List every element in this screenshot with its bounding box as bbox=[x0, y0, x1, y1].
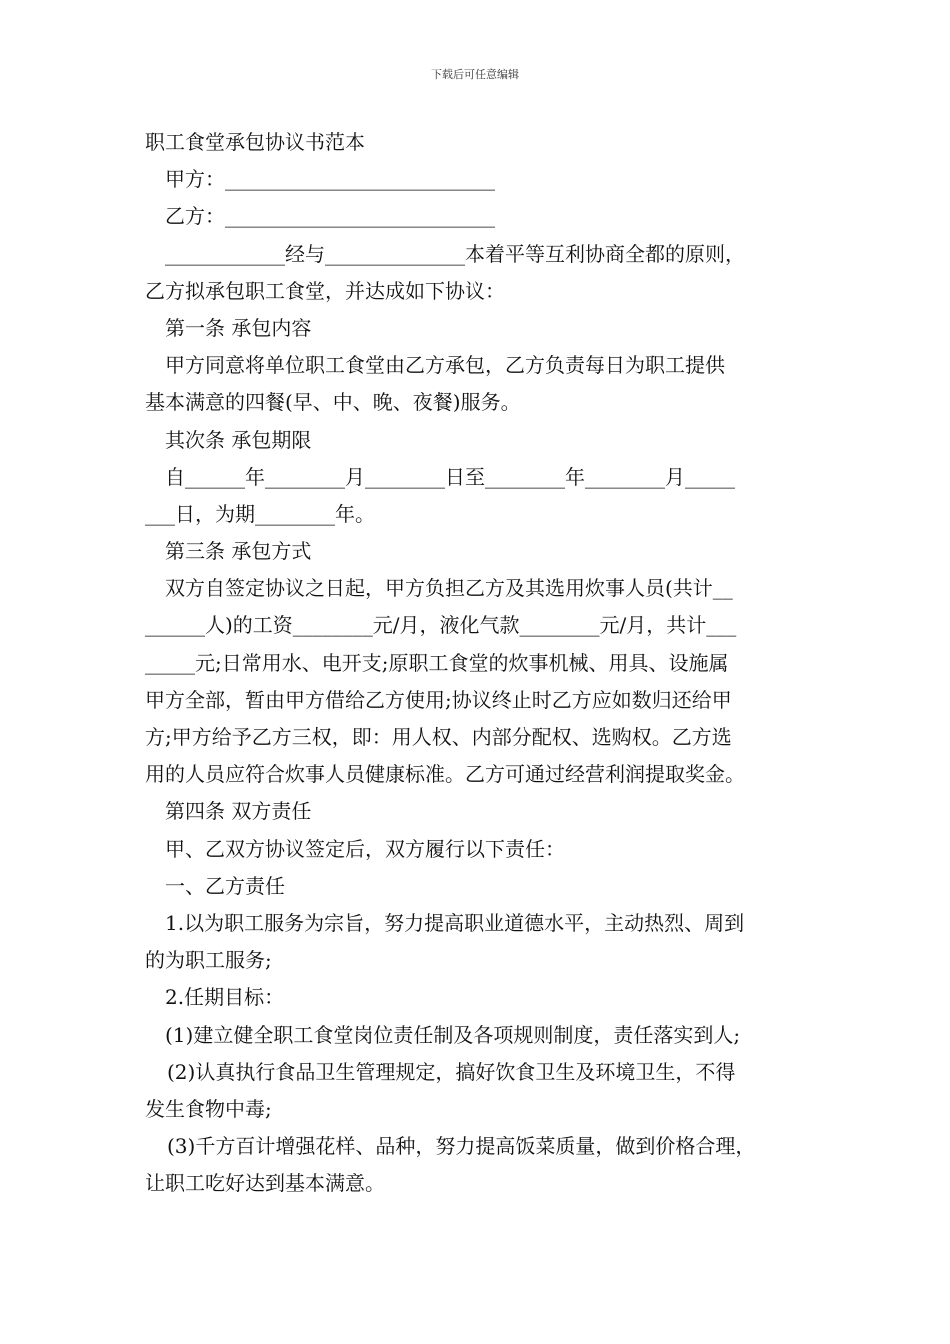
list-item: (1)建立健全职工食堂岗位责任制及各项规则制度，责任落实到人; bbox=[165, 1022, 741, 1047]
paragraph-line: 基本满意的四餐(早、中、晚、夜餐)服务。 bbox=[145, 390, 521, 415]
paragraph-line: 让职工吃好达到基本满意。 bbox=[145, 1171, 385, 1196]
paragraph-line: 2.任期目标： bbox=[165, 985, 285, 1010]
paragraph-line: 甲方全部，暂由甲方借给乙方使用;协议终止时乙方应如数归还给甲 bbox=[145, 687, 732, 712]
preamble-line: ____________经与______________本着平等互利协商全都的原则， bbox=[165, 241, 745, 266]
paragraph-line: 发生食物中毒; bbox=[145, 1096, 272, 1121]
paragraph-line: _____元;日常用水、电开支;原职工食堂的炊事机械、用具、设施属 bbox=[145, 650, 729, 675]
preamble-line: 乙方拟承包职工食堂，并达成如下协议： bbox=[145, 278, 505, 303]
paragraph-line: 甲、乙双方协议签定后，双方履行以下责任： bbox=[165, 836, 565, 861]
document-title: 职工食堂承包协议书范本 bbox=[145, 130, 365, 154]
paragraph-line: ______人)的工资________元/月，液化气款________元/月，共计___ bbox=[145, 613, 737, 638]
article-heading: 第一条 承包内容 bbox=[165, 315, 312, 340]
list-item: (2)认真执行食品卫生管理规定，搞好饮食卫生及环境卫生，不得 bbox=[167, 1059, 736, 1084]
paragraph-line: 自______年________月________日至________年________月_____ bbox=[165, 464, 735, 489]
party-a-line: 甲方：___________________________ bbox=[165, 167, 495, 192]
article-heading: 第四条 双方责任 bbox=[165, 799, 312, 824]
article-heading: 第三条 承包方式 bbox=[165, 539, 312, 564]
article-heading: 其次条 承包期限 bbox=[165, 427, 312, 452]
paragraph-line: 方;甲方给予乙方三权，即：用人权、内部分配权、选购权。乙方选 bbox=[145, 725, 732, 749]
section-heading: 一、乙方责任 bbox=[165, 873, 285, 898]
paragraph-line: 的为职工服务; bbox=[145, 948, 272, 973]
paragraph-line: 用的人员应符合炊事人员健康标准。乙方可通过经营利润提取奖金。 bbox=[145, 762, 745, 787]
paragraph-line: 甲方同意将单位职工食堂由乙方承包，乙方负责每日为职工提供 bbox=[165, 353, 725, 378]
paragraph-line: ___日，为期________年。 bbox=[145, 501, 375, 526]
party-b-line: 乙方：___________________________ bbox=[165, 204, 495, 229]
document-body bbox=[145, 124, 825, 1202]
page-header: 下载后可任意编辑 bbox=[431, 68, 519, 81]
list-item: (3)千方百计增强花样、品种，努力提高饭菜质量，做到价格合理， bbox=[167, 1134, 756, 1159]
paragraph-line: 1.以为职工服务为宗旨，努力提高职业道德水平，主动热烈、周到 bbox=[165, 910, 745, 935]
paragraph-line: 双方自签定协议之日起，甲方负担乙方及其选用炊事人员(共计__ bbox=[165, 576, 733, 601]
